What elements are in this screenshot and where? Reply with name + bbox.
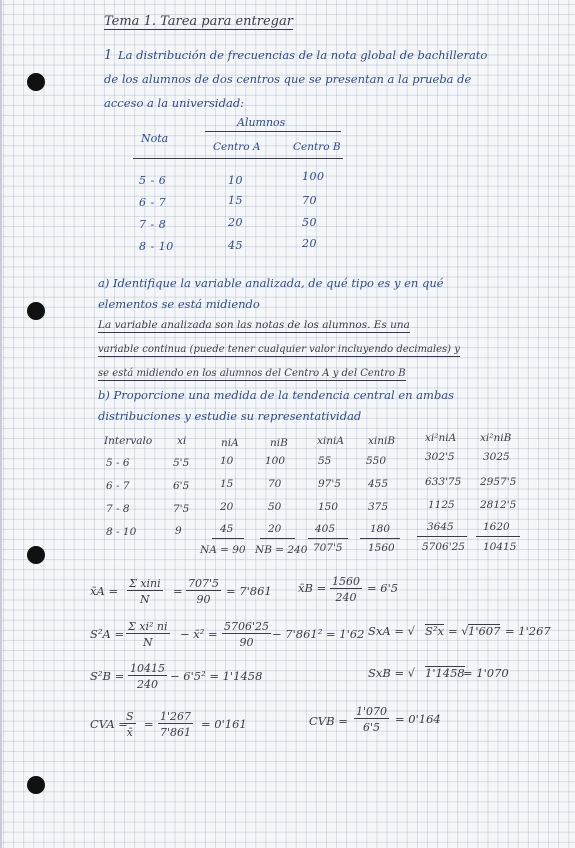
table-group-header: Alumnos xyxy=(237,116,286,129)
problem-line: de los alumnos de dos centros que se presentan a la prueba de xyxy=(104,72,472,86)
total-cell: 10415 xyxy=(483,541,517,553)
variance-b-label: S²B = xyxy=(90,669,125,683)
problem-line: La distribución de frecuencias de la nota global de bachillerato xyxy=(118,48,488,62)
table-cell: 180 xyxy=(370,523,391,535)
sd-b-radicand: 1'1458 xyxy=(425,666,465,680)
page-margin-line xyxy=(0,0,2,848)
mean-a-label: x̄A = xyxy=(90,584,119,598)
fraction-numerator: 1560 xyxy=(332,575,360,588)
total-nb: NB = 240 xyxy=(255,544,308,556)
table-cell: 5 - 6 xyxy=(139,174,167,187)
table-cell: 3025 xyxy=(483,451,510,463)
column-header: Nota xyxy=(141,132,169,145)
total-cell: 1560 xyxy=(368,542,395,554)
total-na: NA = 90 xyxy=(200,544,246,556)
sd-b-result: = 1'070 xyxy=(463,666,509,680)
variance-a-fraction xyxy=(222,621,271,648)
table-cell: 5 - 6 xyxy=(106,457,130,469)
table-cell: 1125 xyxy=(428,499,455,511)
fraction-denominator: 240 xyxy=(335,591,357,604)
fraction-denominator: x̄ xyxy=(126,726,133,739)
variance-a-label: S²A = xyxy=(90,627,125,641)
binder-hole xyxy=(27,776,45,794)
table-cell: 50 xyxy=(302,216,317,229)
table-cell: 7 - 8 xyxy=(106,503,130,515)
table-cell: 1620 xyxy=(483,521,510,533)
table-cell: 150 xyxy=(318,501,339,513)
fraction-denominator: N xyxy=(139,593,150,606)
table-cell: 50 xyxy=(268,501,282,513)
binder-hole xyxy=(27,302,45,320)
table-cell: 100 xyxy=(265,455,286,467)
column-header: niB xyxy=(270,437,288,449)
fraction-denominator: 90 xyxy=(239,636,254,649)
table-cell: 6'5 xyxy=(173,480,190,492)
fraction-numerator: 10415 xyxy=(130,662,165,675)
mean-b-label: x̄B = xyxy=(298,581,327,595)
sd-a-radicand: 1'607 xyxy=(468,624,501,638)
cv-b-fraction xyxy=(354,706,389,733)
cv-b-result: = 0'164 xyxy=(395,712,441,726)
column-header: xiniA xyxy=(317,435,344,447)
fraction-numerator: 707'5 xyxy=(188,577,220,590)
sd-a-label: SxA = √ xyxy=(368,624,415,638)
header-rule xyxy=(133,158,343,159)
table-cell: 2957'5 xyxy=(480,476,517,488)
table-cell: 633'75 xyxy=(425,476,462,488)
fraction-denominator: 240 xyxy=(137,678,158,691)
sd-a-radicand: S²x xyxy=(425,624,444,638)
column-header: Intervalo xyxy=(104,435,153,447)
equals-sign: = xyxy=(144,717,154,731)
table-cell: 55 xyxy=(318,455,332,467)
table-cell: 550 xyxy=(366,455,387,467)
variance-a-result: − 7'861² = 1'62 xyxy=(272,627,365,641)
total-rule xyxy=(476,536,520,537)
variance-a-minus-mean: − x̄² = xyxy=(180,627,218,641)
cv-a-fraction xyxy=(158,711,193,738)
answer-a: se está midiendo en los alumnos del Centro A y del Centro B xyxy=(98,368,406,379)
binder-hole xyxy=(27,546,45,564)
column-header: xi²niB xyxy=(480,432,512,444)
column-header: Centro B xyxy=(293,141,341,153)
table-cell: 20 xyxy=(268,523,282,535)
answer-a: variable continua (puede tener cualquier valor incluyendo decimales) y xyxy=(98,344,460,355)
page-title: Tema 1. Tarea para entregar xyxy=(104,14,293,29)
total-rule xyxy=(360,538,400,539)
answer-a: La variable analizada son las notas de los alumnos. Es una xyxy=(98,319,410,331)
table-cell: 9 xyxy=(175,525,182,537)
binder-hole xyxy=(27,73,45,91)
mean-b-fraction xyxy=(330,576,362,603)
table-cell: 15 xyxy=(220,478,234,490)
table-cell: 3645 xyxy=(427,521,454,533)
fraction-numerator: 1'070 xyxy=(356,705,388,718)
column-header: xiniB xyxy=(368,435,396,447)
mean-a-sum-fraction xyxy=(127,578,163,605)
problem-number: 1 xyxy=(104,48,113,63)
table-cell: 8 - 10 xyxy=(139,240,174,253)
total-rule xyxy=(308,538,348,539)
total-cell: 5706'25 xyxy=(422,541,465,553)
fraction-numerator: Σ xi² ni xyxy=(128,620,168,633)
table-cell: 7'5 xyxy=(173,503,190,515)
fraction-numerator: 5706'25 xyxy=(224,620,270,633)
fraction-numerator: Σ xini xyxy=(129,577,161,590)
sd-a-result: = 1'267 xyxy=(505,624,551,638)
variance-b-fraction xyxy=(128,663,167,690)
table-cell: 10 xyxy=(220,455,234,467)
table-cell: 20 xyxy=(228,216,243,229)
column-header: xi²niA xyxy=(425,432,457,444)
table-cell: 15 xyxy=(228,194,243,207)
total-rule xyxy=(260,538,295,539)
sd-b-label: SxB = √ xyxy=(368,666,416,680)
fraction-denominator: 6'5 xyxy=(363,721,381,734)
table-cell: 7 - 8 xyxy=(139,218,167,231)
variance-a-formula-fraction xyxy=(126,621,170,648)
table-cell: 10 xyxy=(228,174,243,187)
mean-b-result: = 6'5 xyxy=(367,581,399,595)
question-b: distribuciones y estudie su representatividad xyxy=(98,409,362,423)
header-rule xyxy=(205,131,341,132)
variance-b-result: − 6'5² = 1'1458 xyxy=(170,669,263,683)
problem-line: acceso a la universidad: xyxy=(104,96,245,110)
fraction-denominator: 7'861 xyxy=(160,726,192,739)
fraction-denominator: N xyxy=(142,636,153,649)
equals-sign: = xyxy=(173,584,183,598)
fraction-numerator: 1'267 xyxy=(160,710,192,723)
table-cell: 45 xyxy=(220,523,234,535)
table-cell: 70 xyxy=(268,478,282,490)
cv-a-result: = 0'161 xyxy=(201,717,247,731)
sd-a-mid: = √ xyxy=(448,624,469,638)
table-cell: 6 - 7 xyxy=(139,196,167,209)
table-cell: 6 - 7 xyxy=(106,480,130,492)
table-cell: 100 xyxy=(302,170,325,183)
mean-a-fraction xyxy=(186,578,221,605)
table-cell: 70 xyxy=(302,194,317,207)
question-a: elementos se está midiendo xyxy=(98,297,260,311)
table-cell: 97'5 xyxy=(318,478,341,490)
table-cell: 375 xyxy=(368,501,389,513)
mean-a-result: = 7'861 xyxy=(226,584,272,598)
fraction-numerator: S xyxy=(126,710,134,723)
table-cell: 2812'5 xyxy=(480,499,517,511)
table-cell: 5'5 xyxy=(173,457,190,469)
column-header: niA xyxy=(221,437,239,449)
total-rule xyxy=(212,538,244,539)
fraction-denominator: 90 xyxy=(196,593,211,606)
table-cell: 20 xyxy=(220,501,234,513)
total-cell: 707'5 xyxy=(313,542,343,554)
question-a: a) Identifique la variable analizada, de qué tipo es y en qué xyxy=(98,276,444,290)
table-cell: 302'5 xyxy=(425,451,455,463)
table-cell: 8 - 10 xyxy=(106,526,137,538)
cv-a-label: CVA = xyxy=(90,717,128,731)
table-cell: 45 xyxy=(228,239,243,252)
table-cell: 405 xyxy=(315,523,336,535)
cv-b-label: CVB = xyxy=(309,714,348,728)
table-cell: 20 xyxy=(302,237,317,250)
total-rule xyxy=(417,536,467,537)
question-b: b) Proporcione una medida de la tendencia central en ambas xyxy=(98,388,455,402)
table-cell: 455 xyxy=(368,478,389,490)
column-header: Centro A xyxy=(213,141,261,153)
column-header: xi xyxy=(177,435,187,447)
cv-a-formula-fraction xyxy=(124,711,136,738)
